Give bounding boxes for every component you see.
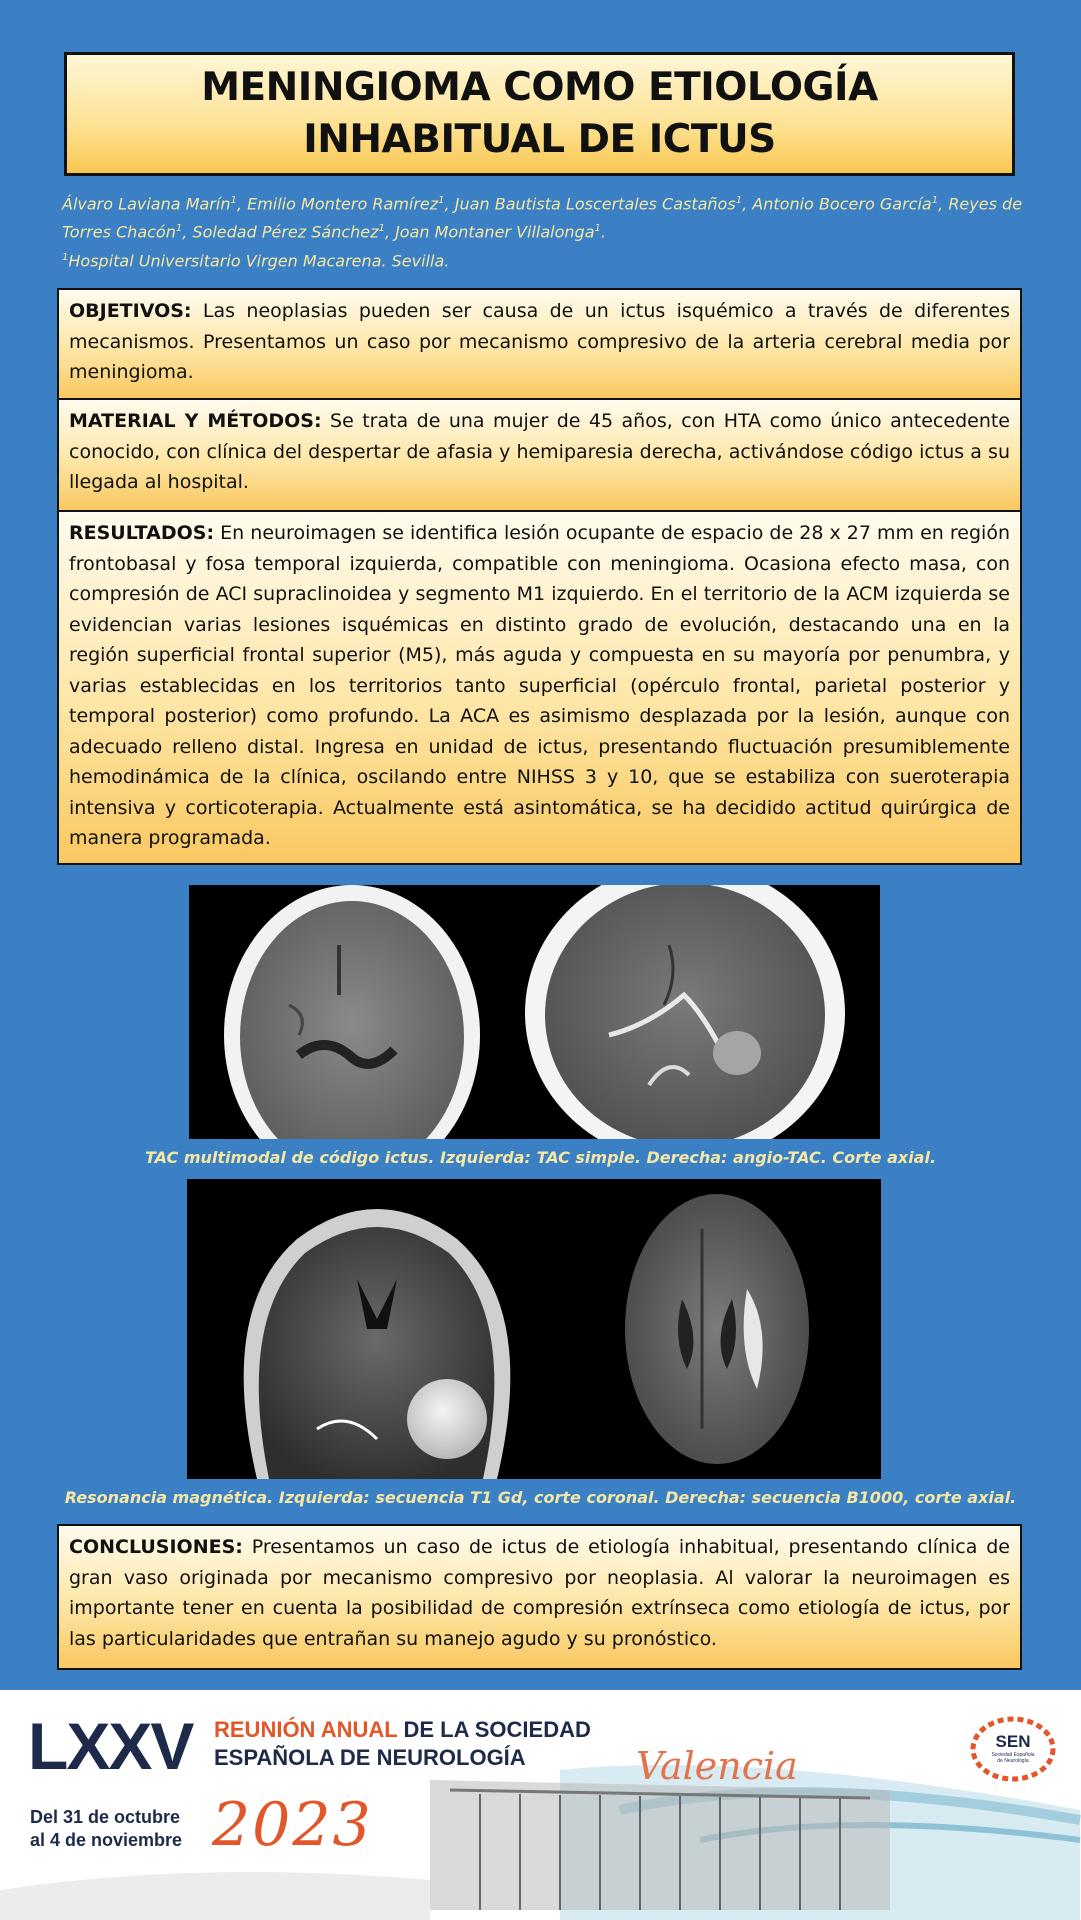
section-objetivos — [57, 288, 1022, 400]
author-name: Antonio Bocero García — [752, 194, 932, 214]
section-conclusiones — [57, 1524, 1022, 1670]
author-name: Juan Bautista Loscertales Castaños — [454, 194, 736, 214]
edition-number: LXXV — [28, 1709, 193, 1783]
section-text: En neuroimagen se identifica lesión ocupante de espacio de 28 x 27 mm en región frontobasal y fosa temporal izquierda, compatible con meningioma. Ocasiona efecto masa, con compresión de ACI supraclinoidea y segmento M1 izquierdo. En el territorio de la ACM izquierda se evidencian varias lesiones isquémicas en distinto grado de evolución, destacando una en la región superficial frontal superior (M5), más aguda y compuesta en su mayoría por penumbra, y varias establecidas en los territorios tanto superficial (opérculo frontal, parietal posterior y temporal posterior) como profundo. La ACA es asimismo desplazada por la lesión, aunque con adecuado relleno distal. Ingresa en unidad de ictus, presentando fluctuación presumiblemente hemodinámica de la clínica, oscilando entre NIHSS 3 y 10, que se estabiliza con sueroterapia intensiva y corticoterapia. Actualmente está asintomática, se ha decidido actitud quirúrgica de manera programada. — [69, 522, 1010, 849]
affiliation: Hospital Universitario Virgen Macarena. Sevilla. — [68, 250, 450, 270]
ct-caption: TAC multimodal de código ictus. Izquierda: TAC simple. Derecha: angio-TAC. Corte axial. — [144, 1148, 937, 1167]
poster-title-line-2: INHABITUAL DE ICTUS — [303, 117, 776, 162]
sen-logo: SEN Sociedad Española de Neurología — [968, 1714, 1058, 1784]
mri-caption: Resonancia magnética. Izquierda: secuencia T1 Gd, corte coronal. Derecha: secuencia B1000, corte axial. — [64, 1488, 1017, 1507]
ct-scan-illustration — [189, 885, 880, 1139]
section-text: Las neoplasias pueden ser causa de un ictus isquémico a través de diferentes mecanismos. Presentamos un caso por mecanismo compresivo de la arteria cerebral media por meningioma. — [69, 300, 1010, 383]
section-resultados — [57, 511, 1022, 865]
section-heading: RESULTADOS: — [69, 522, 215, 544]
section-heading: OBJETIVOS: — [69, 300, 192, 322]
meeting-dates: Del 31 de octubre al 4 de noviembre — [30, 1807, 183, 1850]
section-text: Presentamos un caso de ictus de etiología inhabitual, presentando clínica de gran vaso originada por mecanismo compresivo por neoplasia. Al valorar la neuroimagen es importante tener en cuenta la posibilidad de compresión extrínseca como etiología de ictus, por las particularidades que entrañan su manejo agudo y su pronóstico. — [69, 1536, 1010, 1650]
section-heading: CONCLUSIONES: — [69, 1536, 243, 1558]
poster-title-box — [64, 52, 1015, 176]
author-name: Joan Montaner Villalonga — [395, 222, 595, 242]
congress-banner — [0, 1690, 1081, 1920]
mri-images — [187, 1179, 881, 1479]
author-name: Emilio Montero Ramírez — [247, 194, 439, 214]
poster-title-line-1: MENINGIOMA COMO ETIOLOGÍA — [201, 65, 878, 110]
author-name: Álvaro Laviana Marín — [62, 194, 231, 214]
mri-scan-illustration — [187, 1179, 881, 1479]
author-name: Soledad Pérez Sánchez — [192, 222, 379, 242]
meeting-city: Valencia — [636, 1744, 798, 1788]
meeting-year: 2023 — [212, 1790, 373, 1860]
section-material-metodos — [57, 399, 1022, 512]
section-text: Se trata de una mujer de 45 años, con HTA como único antecedente conocido, con clínica del despertar de afasia y hemiparesia derecha, activándose código ictus a su llegada al hospital. — [69, 410, 1011, 493]
section-heading: MATERIAL Y MÉTODOS: — [69, 410, 322, 432]
meeting-name: REUNIÓN ANUAL DE LA SOCIEDAD ESPAÑOLA DE NEUROLOGÍA — [214, 1717, 591, 1770]
author-name: Reyes de Torres Chacón — [62, 194, 1023, 242]
ct-images — [189, 885, 880, 1139]
authors-block: Álvaro Laviana Marín$^1$, Emilio Montero Ramírez$^1$, Juan Bautista Loscertales Castaños$^1$, Antonio Bocero García$^1$, Reyes de Torres Chacón$^1$, Soledad Pérez Sánchez$^1$, Joan Montaner Villalonga$^1$. $^1$Hospital Universitario Virgen Macarena. Sevilla. — [62, 194, 1023, 270]
